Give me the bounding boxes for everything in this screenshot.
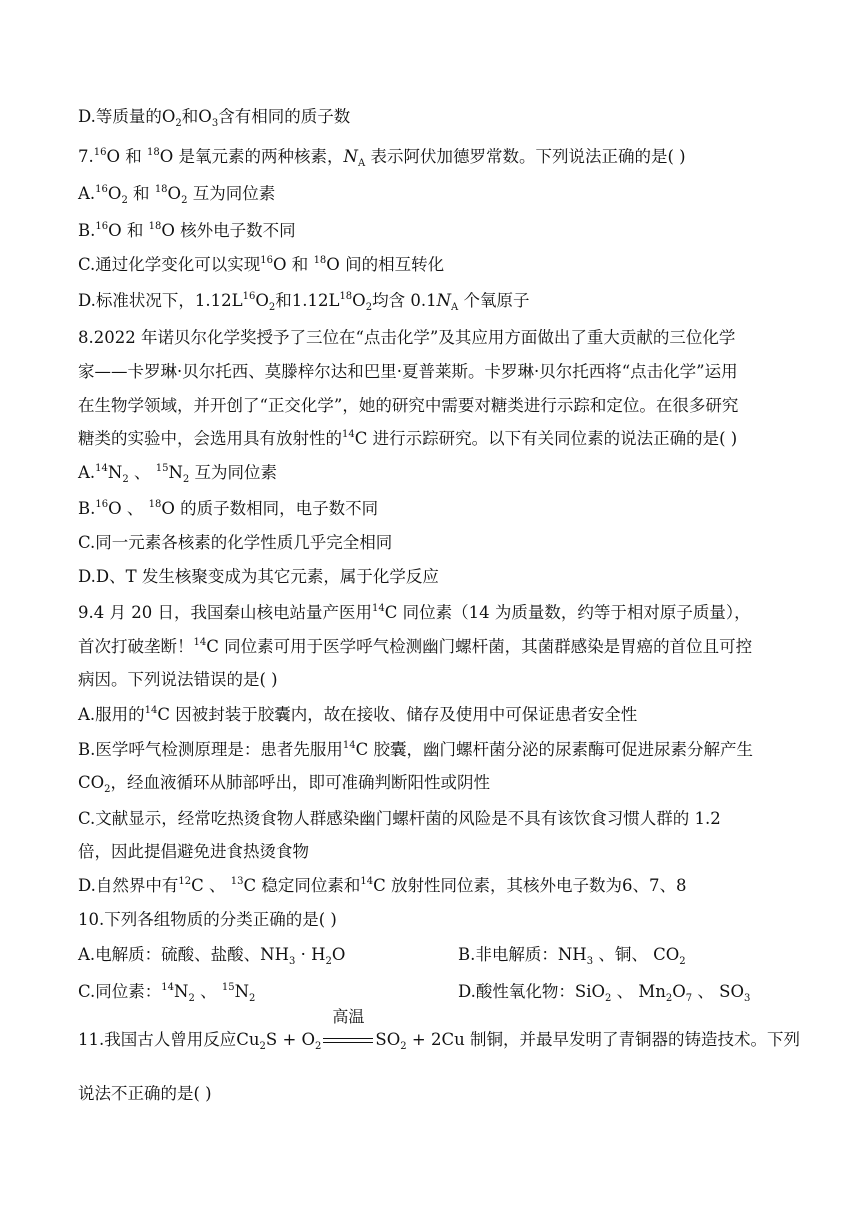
- q8-stem-line1: 8.2022 年诺贝尔化学奖授予了三位在“点击化学”及其应用方面做出了重大贡献的三位化学: [78, 328, 736, 347]
- q7-stem: 7.16O 和 $^{18}$O 是氧元素的两种核素，$N_A$ 表示阿伏加德罗常数。下列说法正确的是( ): [78, 147, 686, 169]
- q9-option-c-line1: C.文献显示，经常吃热烫食物人群感染幽门螺杆菌的风险是不具有该饮食习惯人群的 1.2: [78, 809, 721, 828]
- q8-option-b: B.$^{16}$O 、 $^{18}$O 的质子数相同，电子数不同: [78, 499, 379, 518]
- q7-option-c: C.通过化学变化可以实现$^{16}$O 和 $^{18}$O 间的相互转化: [78, 255, 445, 274]
- q10-row-ab: [78, 944, 800, 966]
- q10-row-cd: [78, 981, 800, 1003]
- q9-option-c-line2: 倍，因此提倡避免进食热烫食物: [78, 842, 309, 861]
- q8-option-a: $A.^{14}N_2$ 、 $^{15}N_2$ 互为同位素: [78, 463, 278, 485]
- reaction-condition-arrow: 高温: [323, 1029, 373, 1051]
- q8-option-c: C.同一元素各核素的化学性质几乎完全相同: [78, 533, 393, 552]
- q10-option-c: C.同位素：$^{14}N_2$ 、 $^{15}N_2$: [78, 982, 256, 1004]
- q8-stem-line3: 在生物学领域，并开创了“正交化学”，她的研究中需要对糖类进行示踪和定位。在很多研究: [78, 396, 739, 415]
- q7-option-b: B.$^{16}$O 和 $^{18}$O 核外电子数不同: [78, 221, 296, 240]
- q10-option-d: D.酸性氧化物：SiO$_2$ 、 $Mn_2O_7$ 、 $SO_3$: [458, 982, 751, 1004]
- q8-stem-line4: 糖类的实验中，会选用具有放射性的$^{14}$C 进行示踪研究。以下有关同位素的说法正确的是( ): [78, 429, 738, 448]
- q9-option-a: A.服用的$^{14}$C 因被封装于胶囊内，故在接收、储存及使用中可保证患者安全性: [78, 705, 638, 724]
- q9-option-b-line1: B.医学呼气检测原理是：患者先服用$^{14}$C 胶囊，幽门螺杆菌分泌的尿素酶可促进尿素分解产生: [78, 740, 753, 759]
- q6-option-d: D.等质量的$O_2$和$O_3$含有相同的质子数: [78, 107, 351, 129]
- q9-option-d: D.自然界中有$^{12}$C 、 $^{13}$C 稳定同位素和$^{14}$C 放射性同位素，其核外电子数为6、7、8: [78, 876, 687, 895]
- q8-stem-line2: 家——卡罗琳·贝尔托西、莫滕梓尔达和巴里·夏普莱斯。卡罗琳·贝尔托西将“点击化学”运用: [78, 362, 738, 381]
- q9-stem-line1: 9.4 月 20 日，我国秦山核电站量产医用$^{14}$C 同位素（14 为质量数，约等于相对原子质量），: [78, 603, 751, 622]
- q11-stem-line1: 11.我国古人曾用反应$Cu_2S + O_2$ 高温 $SO_2 + 2Cu$ 制铜，并最早发明了青铜器的铸造技术。下列: [78, 1007, 800, 1052]
- q10-stem: 10.下列各组物质的分类正确的是( ): [78, 910, 337, 929]
- q11-stem-line2: 说法不正确的是( ): [78, 1084, 212, 1103]
- q8-option-d: D.D、T 发生核聚变成为其它元素，属于化学反应: [78, 567, 439, 586]
- q9-option-b-line2: $CO_2$，经血液循环从肺部呼出，即可准确判断阳性或阴性: [78, 773, 491, 795]
- q9-stem-line2: 首次打破垄断！$^{14}$C 同位素可用于医学呼气检测幽门螺杆菌，其菌群感染是胃癌的首位且可控: [78, 637, 753, 656]
- q7-option-a: $A.^{16}O_2$ 和 $^{18}O_2$ 互为同位素: [78, 184, 276, 206]
- q9-stem-line3: 病因。下列说法错误的是( ): [78, 670, 278, 689]
- q10-option-b: B.非电解质：$NH_3$ 、铜、 $CO_2$: [458, 945, 686, 967]
- q10-option-a: A.电解质：硫酸、盐酸、$NH_3 \cdot H_2O$: [78, 945, 346, 967]
- q7-option-d: D.标准状况下，$1.12L^{16}O_2$和$1.12L^{18}O_2$均含 $0.1N_A$ 个氧原子: [78, 291, 530, 313]
